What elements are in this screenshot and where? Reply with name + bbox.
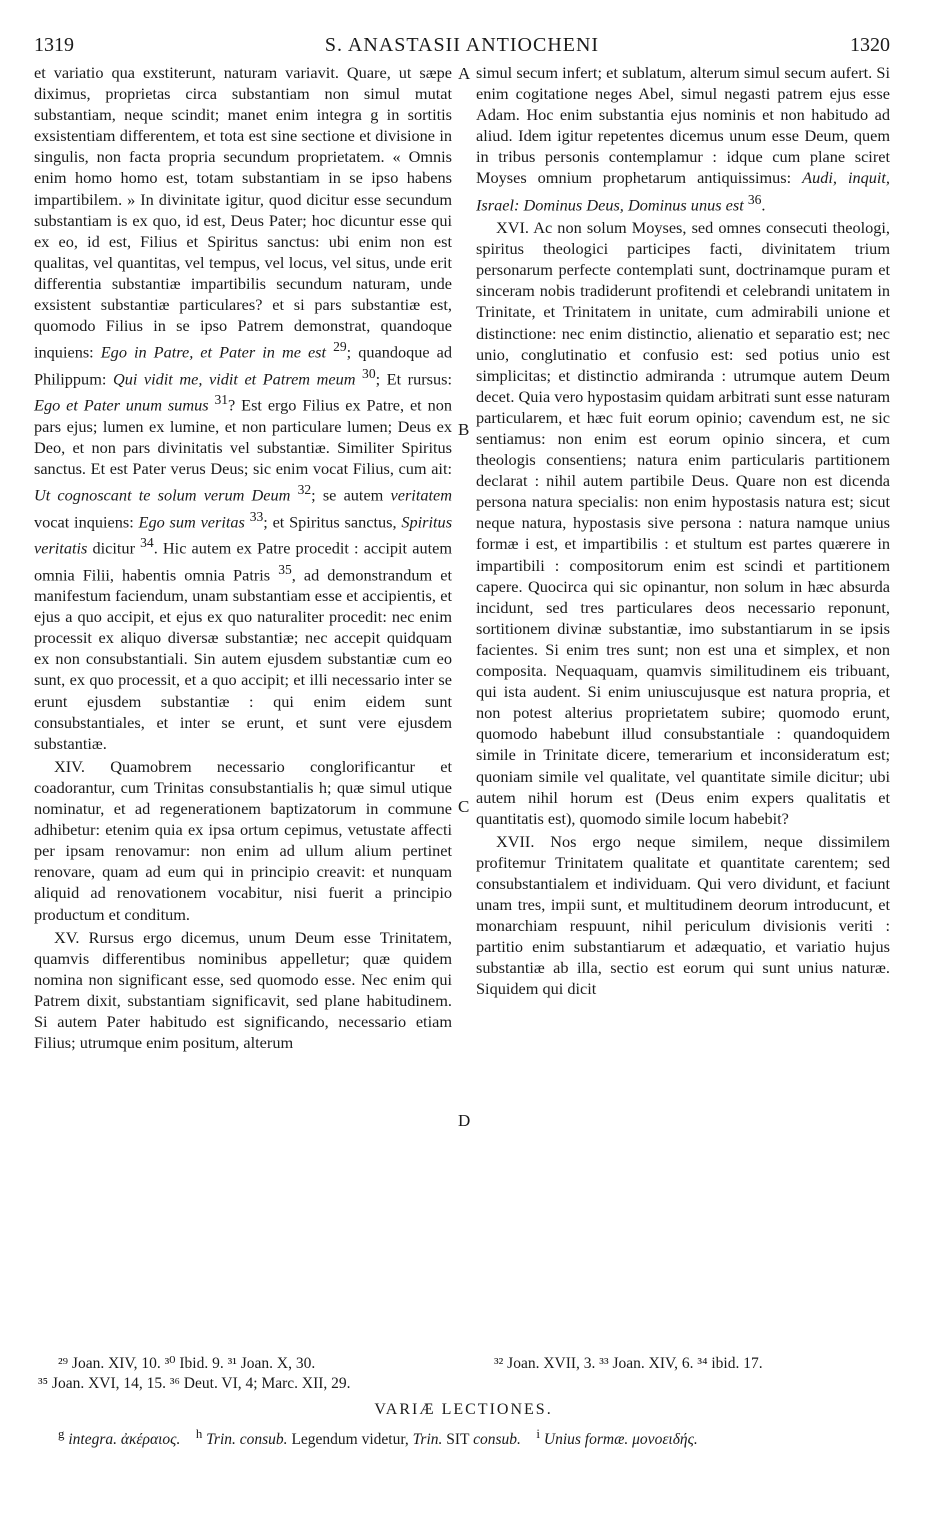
section-xvi: XVI. Ac non solum Moyses, sed omnes consecuti theologi, spiritus theologici participes facti, divinitatem trium personarum perfecte contemplati sunt, doctrinamque puram et sinceram nobis tradiderunt profitendi et celebrandi unitatem in Trinitate, et Trinitatem in unitate, cum admirabili unione et distinctione: nec enim distinctio, alienatio et separatio est; nec unio, conglutinatio et confusio est: sed potius unio est simplicitas; et distinctio admiranda : utrumque autem Deum decet. Quia vero hypostasim quidam arbitrati sunt esse naturam particularem, et hæc fuit eorum opinio; cavendum est, ne sic sentiamus: non enim est eorum opinio sincera, et cum theologis consentiens; natura enim particularis partitionem declarat : nihil autem partibile Deus. Quare non est dicenda persona natura specialis: non enim hypostasis natura est; sicut neque natura, hypostasis sive persona : natura namque unius formæ i est, et impartibilis : et stultum est partes quærere in impartibili : compositorum enim est scindi et partitionem capere. Quocirca qui sic opinantur, non solum in hæc absurda incidunt, sed tres particulares deos necessario reponunt, sortitionem divinæ substantiæ, imo substantiarum in se ipsis facientes. Si enim tres sunt; non est una et simplex, et non composita. Nequaquam, quamvis similitudinem eis tribuant, qui ista audent. Si enim uniuscujusque est natura propria, et non potest alterius proprietatem subire; quomodo erunt, quomodo habebunt illud consubstantiale : quandoquidem simile in Trinitate dicere, temerarium et inconsideratum est; quoniam simile vel qualitate, vel quantitate simile dicitur; ubi autem nihil horum est (Deus enim expers qualitatis et quantitatis est), quomodo simile locum habebit?: [476, 218, 890, 828]
left-column: [34, 62, 452, 1053]
margin-marker-a: A: [458, 64, 471, 83]
footnote-line: ²⁹ Joan. XIV, 10. ³⁰ Ibid. 9. ³¹ Joan. X, 30.: [58, 1355, 316, 1372]
footnote-line: ³² Joan. XVII, 3. ³³ Joan. XIV, 6. ³⁴ ibid. 17.: [494, 1355, 763, 1372]
variae-lectiones-title: VARIÆ LECTIONES.: [374, 1401, 553, 1418]
margin-marker-d: D: [458, 1111, 471, 1130]
page-number-left: 1319: [34, 34, 74, 56]
right-column: [476, 62, 890, 1000]
section-xiv: XIV. Quamobrem necessario conglorificantur et coadorantur, cum Trinitas consubstantialis h; quæ simul utique nominatur, et ad regenerationem baptizatorum in commune adhibetur: etenim quia ex ipsa ortum cepimus, vetustate affecti per ipsam renovamur: non enim ad ullum alium pertinet renovare, quam ad eum qui in principio creavit: et nunquam aliquid ad renovationem vocabitur, nisi fuerit a principio productum et conditum.: [34, 756, 452, 924]
running-title: S. ANASTASII ANTIOCHENI: [324, 34, 600, 56]
page-number-right: 1320: [850, 34, 890, 56]
margin-marker-b: B: [458, 420, 470, 439]
footnote-line: ³⁵ Joan. XVI, 14, 15. ³⁶ Deut. VI, 4; Marc. XII, 29.: [38, 1375, 351, 1392]
running-header: [34, 30, 890, 60]
section-xvii: XVII. Nos ergo neque similem, neque dissimilem profitemur Trinitatem qualitate et quantitate carentem; sed consubstantialem et individuam. Qui vero dividunt, et faciunt unam tres, impii sunt, et multitudinem deorum introducunt, et monarchiam respuunt, nihil periculum divisionis veriti : partitio enim substantiarum et adæquatio, et variatio hujus substantiæ ab illa, sectio est eorum qui sunt unius naturæ. Siquidem qui dicit: [476, 831, 890, 999]
paragraph: simul secum infert; et sublatum, alterum simul secum aufert. Si enim cogitatione neges Abel, simul negasti patrem ejus esse Adam. Hoc enim substantia ejus nominis et non habitudo ad aliud. Idem igitur repetentes dicemus unum esse Deum, quem in tribus personis contemplamur : idque cum plane sciret Moyses omnium prophetarum antiquissimus: Audi, inquit, Israel: Dominus Deus, Dominus unus est $^{36}$.: [476, 63, 891, 214]
footnotes-left: [38, 1354, 351, 1394]
section-xv: XV. Rursus ergo dicemus, unum Deum esse Trinitatem, quamvis differentibus nominibus appelletur; quæ quidem nomina non significant esse, sed quomodo esse. Nec enim qui Patrem dixit, substantiam significavit, sed plane habitudinem. Si autem Pater habitudo est significando, necessario etiam Filius; utrumque enim positum, alterum: [34, 927, 452, 1053]
margin-marker-c: C: [458, 797, 470, 816]
variae-lectiones-text: $^g$ integra. ἀκέραιος. $^h$ Trin. consub. Legendum videtur, Trin. SIT consub. $^i$ Unius formæ. μονοειδής.: [58, 1426, 698, 1449]
footnotes-right: [494, 1354, 763, 1374]
paragraph: et variatio qua exstiterunt, naturam variavit. Quare, ut sæpe diximus, proprietas circa substantiam non simul mutat substantiam, neque scindit; manet enim integra g in sortitis exsistentiam differentem, et tota est sine sectione et divisione in singulis, non facta propria secundum proprietatem. « Omnis enim homo homo est, totam substantiam in se ipso habens impartibilem. » In divinitate igitur, quod dicitur esse secundum substantiam is ex quo, id est, Deus Pater; hoc dicuntur esse qui ex eo, id est, Filius et Spiritus sanctus: ubi enim non est qualitas, vel quantitas, vel tempus, vel locus, vel situs, unde erit differentia substantiæ impartibilis secundum naturam, unde exsistent substantiæ particulares? et si pars substantiæ est, quomodo Filius in se ipso Patrem demonstrat, quandoque inquiens: Ego in Patre, et Pater in me est $^{29}$; quandoque ad Philippum: Qui vidit me, vidit et Patrem meum $^{30}$; Et rursus: Ego et Pater unum sumus $^{31}$? Est ergo Filius ex Patre, et non pars ejus; lumen ex lumine, et non particulare lumen; Deus ex Deo, et non pars divinitatis vel substantiæ. Similiter Spiritus sanctus. Et est Pater verus Deus; sic enim vocat Filius, cum ait: Ut cognoscant te solum verum Deum $^{32}$; se autem veritatem vocat inquiens: Ego sum veritas $^{33}$; et Spiritus sanctus, Spiritus veritatis dicitur $^{34}$. Hic autem ex Patre procedit : accipit autem omnia Filii, habentis omnia Patris $^{35}$, ad demonstrandum et manifestum faciendum, unam substantiam esse et accipientis, et ejus a quo accipit, et ejus ex quo naturaliter procedit: nec enim processit ex aliquo diversæ substantiæ; nec accepit quidquam ex non consubstantiali. Sin autem ejusdem substantiæ cum eo sunt, ex quo processit, et a quo accipit; et illi necessario inter se erunt ejusdem substantiæ : qui enim eidem sunt consubstantiales, et inter se erunt, et sunt vere ejusdem substantiæ.: [34, 63, 453, 753]
